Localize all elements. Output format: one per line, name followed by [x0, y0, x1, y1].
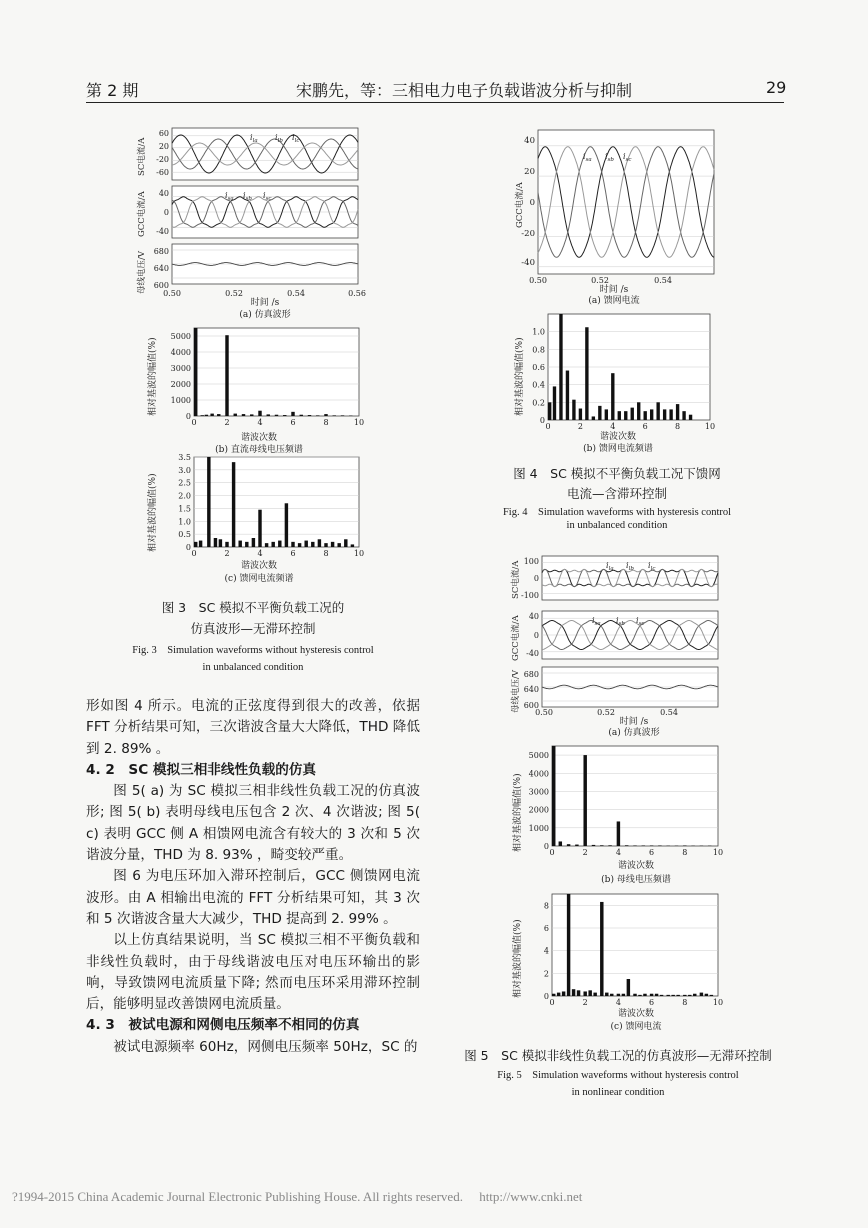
- bar: [258, 411, 261, 416]
- fig4a-waveforms: [508, 124, 728, 308]
- bar: [304, 541, 307, 547]
- bar: [682, 411, 685, 420]
- fig4b-caption: (b) 馈网电流频谱: [583, 444, 653, 454]
- bar: [583, 755, 586, 846]
- bar: [557, 993, 560, 996]
- bar: [199, 541, 202, 547]
- bar: [663, 409, 666, 420]
- bar: [676, 995, 679, 996]
- xtick-label: 4: [257, 549, 263, 558]
- bar: [637, 402, 640, 420]
- fig3a-xtick: 0.54: [287, 289, 305, 298]
- bar: [201, 415, 204, 416]
- fig3a-p3-tick: 680: [153, 247, 169, 256]
- bar: [258, 510, 261, 547]
- fig3a-label-ilc: $i_{lc}$: [292, 133, 300, 144]
- bar: [566, 371, 569, 420]
- fig3-caption-en-1: Fig. 3 Simulation waveforms without hysteresis control: [132, 645, 374, 656]
- fig4a-xlabel: 时间 /s: [599, 285, 629, 295]
- bar: [267, 414, 270, 416]
- xtick-label: 6: [649, 998, 655, 1007]
- fig5a-p1-tick: 0: [533, 574, 539, 583]
- ytick-label: 8: [543, 901, 549, 911]
- fig3a-p2-ylabel: GCC电流/A: [137, 191, 147, 237]
- xtick-label: 4: [615, 848, 621, 857]
- header-rule: [86, 102, 784, 103]
- fig3c-chart: [140, 452, 370, 586]
- issue-number: 第 2 期: [86, 81, 139, 100]
- ytick-label: 0.4: [532, 380, 545, 390]
- fig3a-p3-tick: 640: [153, 264, 169, 273]
- ytick-label: 1.0: [532, 327, 545, 337]
- bar: [562, 991, 565, 996]
- ytick-label: 3000: [170, 364, 191, 373]
- fig3a-p1-tick: 60: [158, 129, 169, 138]
- bar: [308, 415, 311, 416]
- fig5a-p2-tick: 0: [533, 631, 539, 640]
- bar: [683, 995, 686, 996]
- bar: [552, 746, 555, 846]
- fig3c-caption: (c) 馈网电流频谱: [224, 574, 294, 584]
- fig5b-xlabel: 谐波次数: [617, 861, 655, 871]
- bar: [600, 845, 603, 846]
- ytick-label: 4000: [170, 348, 191, 357]
- bar: [588, 990, 591, 996]
- bar: [622, 994, 625, 996]
- fig4a-label-isa: $i_{sa}$: [583, 152, 592, 163]
- bar: [671, 995, 674, 996]
- fig5a-label-ilc: $i_{lc}$: [648, 561, 656, 572]
- xtick-label: 2: [224, 418, 230, 427]
- fig3-caption-en-2: in unbalanced condition: [202, 662, 304, 673]
- fig3a-p2-tick: 0: [163, 208, 169, 217]
- bar: [285, 503, 288, 547]
- xtick-label: 2: [224, 549, 230, 558]
- fig5a-label-isc: $i_{sc}$: [636, 616, 645, 627]
- bar: [311, 542, 314, 547]
- xtick-label: 8: [675, 422, 681, 431]
- ytick-label: 3.5: [178, 453, 191, 462]
- fig3a-xtick: 0.52: [225, 289, 243, 298]
- fig5b-chart: [506, 740, 728, 888]
- fig3a-xtick: 0.56: [348, 289, 366, 298]
- ytick-label: 0.8: [532, 345, 545, 355]
- bar: [575, 845, 578, 846]
- fig5a-p2-ylabel: GCC电流/A: [511, 615, 521, 661]
- bar: [559, 841, 562, 846]
- fig5b-ylabel: 相对基波的幅值(%): [513, 773, 523, 852]
- fig5b-caption: (b) 母线电压频谱: [601, 875, 671, 885]
- xtick-label: 6: [642, 422, 648, 431]
- fig4b-chart: [508, 308, 718, 458]
- bar: [700, 993, 703, 996]
- bar: [688, 995, 691, 996]
- copyright-footer: ?1994-2015 China Academic Journal Electronic Publishing House. All rights reserved. http://www.cnki.net: [12, 1189, 583, 1204]
- page-number: 29: [766, 78, 787, 97]
- bar: [278, 541, 281, 547]
- bar: [548, 402, 551, 420]
- fig5c-bars: [544, 894, 723, 1007]
- fig4b-xlabel: 谐波次数: [599, 432, 637, 442]
- ytick-label: 0: [543, 992, 549, 1001]
- fig5c-caption: (c) 馈网电流: [610, 1022, 662, 1032]
- bar: [344, 539, 347, 547]
- bar: [210, 414, 213, 416]
- xtick-label: 6: [290, 549, 296, 558]
- fig5c-xlabel: 谐波次数: [617, 1009, 655, 1019]
- bar: [579, 409, 582, 420]
- ytick-label: 1000: [528, 823, 549, 833]
- bar: [650, 409, 653, 420]
- bar: [324, 414, 327, 416]
- ytick-label: 0: [185, 543, 191, 552]
- bar: [205, 415, 208, 416]
- bar: [605, 409, 608, 420]
- fig3b-bars: [171, 328, 364, 427]
- fig5a-p1-tick: 100: [523, 557, 539, 566]
- bar: [242, 414, 245, 416]
- fig5-caption-en-2: in nonlinear condition: [571, 1087, 665, 1098]
- ytick-label: 5000: [170, 332, 191, 341]
- bar: [689, 415, 692, 420]
- bar: [245, 542, 248, 547]
- bar: [593, 993, 596, 996]
- xtick-label: 10: [704, 422, 716, 431]
- paragraph: 以上仿真结果说明，当 SC 模拟三相不平衡负载和非线性负载时，由于母线谐波电压对电压环输出的影响，导致馈网电流质量下降; 然而电压环采用滞环控制后，能够明显改善馈网电流质量。: [86, 932, 420, 1013]
- fig3a-p2-tick: 40: [158, 189, 169, 198]
- bar: [341, 415, 344, 416]
- fig5a-p3-tick: 600: [523, 701, 539, 710]
- paragraph: 形如图 4 所示。电流的正弦度得到很大的改善，依据 FFT 分析结果可知，三次谐波含量大大降低，THD 降低到 2. 89% 。: [86, 698, 420, 757]
- xtick-label: 8: [323, 549, 329, 558]
- bar: [642, 845, 645, 846]
- bar: [283, 415, 286, 416]
- bar: [234, 414, 237, 416]
- bar: [592, 845, 595, 846]
- bar: [658, 845, 661, 846]
- bar: [633, 994, 636, 996]
- bar: [655, 994, 658, 996]
- bar: [207, 457, 210, 547]
- xtick-label: 0: [549, 998, 555, 1007]
- bar: [656, 402, 659, 420]
- fig5c-ylabel: 相对基波的幅值(%): [513, 919, 523, 998]
- ytick-label: 2: [543, 969, 549, 979]
- fig4a-ytick: 0: [529, 198, 535, 208]
- fig3b-caption: (b) 直流母线电压频谱: [215, 445, 303, 455]
- bar: [316, 415, 319, 416]
- xtick-label: 10: [712, 848, 724, 857]
- fig4a-xtick: 0.52: [591, 276, 609, 285]
- fig5a-xtick: 0.52: [597, 708, 615, 717]
- fig5a-xlabel: 时间 /s: [619, 717, 649, 727]
- bar: [627, 979, 630, 996]
- bar: [333, 415, 336, 416]
- fig3c-bars: [178, 453, 364, 558]
- bar: [225, 335, 228, 416]
- bar: [265, 543, 268, 547]
- xtick-label: 2: [582, 848, 588, 857]
- fig3b-chart: [140, 322, 370, 457]
- xtick-label: 0: [191, 549, 197, 558]
- fig3a-label-isa: $i_{sa}$: [225, 191, 234, 202]
- fig3a-waveforms: [130, 124, 370, 324]
- paragraph: 被试电源频率 60Hz，网侧电压频率 50Hz，SC 的: [113, 1038, 418, 1055]
- fig5-caption-en-1: Fig. 5 Simulation waveforms without hysteresis control: [497, 1070, 739, 1081]
- fig3a-p1-ylabel: SC电流/A: [137, 137, 147, 176]
- ytick-label: 1.0: [178, 517, 191, 527]
- bar: [225, 542, 228, 547]
- bar: [592, 416, 595, 420]
- bar: [318, 539, 321, 547]
- ytick-label: 2000: [170, 380, 191, 389]
- ytick-label: 3000: [528, 787, 549, 797]
- xtick-label: 10: [353, 549, 365, 558]
- bar: [617, 994, 620, 996]
- bar: [219, 539, 222, 547]
- bar: [683, 845, 686, 846]
- bar: [650, 994, 653, 996]
- bar: [585, 327, 588, 420]
- bar: [217, 414, 220, 416]
- xtick-label: 4: [610, 422, 616, 431]
- ytick-label: 0.6: [532, 363, 545, 372]
- ytick-label: 6: [543, 924, 549, 933]
- bar: [232, 462, 235, 547]
- ytick-label: 0.5: [178, 530, 191, 540]
- bar: [552, 994, 555, 996]
- ytick-label: 4: [543, 946, 549, 956]
- fig3a-p3-tick: 600: [153, 281, 169, 290]
- bar: [650, 845, 653, 846]
- ytick-label: 0: [543, 842, 549, 851]
- fig5c-chart: [506, 888, 728, 1036]
- bar: [553, 386, 556, 420]
- xtick-label: 0: [549, 848, 555, 857]
- xtick-label: 0: [191, 418, 197, 427]
- xtick-label: 6: [649, 848, 655, 857]
- bar: [666, 995, 669, 996]
- fig3a-p2-tick: -40: [156, 227, 169, 236]
- fig3a-p1-tick: -20: [156, 155, 169, 164]
- paragraph: 图 5( a) 为 SC 模拟三相非线性负载工况的仿真波形; 图 5( b) 表明母线电压包含 2 次、4 次谐波; 图 5( c) 表明 GCC 侧 A 相馈网电流含有较大的 3 次和 5 次谐波分量，THD 为 8. 93% ，畸变较严重。: [86, 783, 420, 864]
- xtick-label: 2: [577, 422, 583, 431]
- bar: [676, 404, 679, 420]
- fig3a-p1-tick: -60: [156, 168, 169, 177]
- fig5a-p3-tick: 640: [523, 685, 539, 694]
- bar: [583, 991, 586, 996]
- bar: [351, 544, 354, 547]
- fig5a-p3-tick: 680: [523, 670, 539, 679]
- ytick-label: 2.0: [178, 491, 191, 501]
- bar: [617, 821, 620, 846]
- fig5a-waveforms: [506, 553, 728, 739]
- fig5a-p3-ylabel: 母线电压/V: [511, 669, 521, 713]
- bar: [669, 409, 672, 420]
- fig5a-p1-ylabel: SC电流/A: [511, 560, 521, 599]
- bar: [633, 845, 636, 846]
- bar: [693, 994, 696, 996]
- fig5a-label-isb: $i_{sb}$: [616, 616, 625, 627]
- fig3a-label-ilb: $i_{lb}$: [275, 133, 283, 144]
- fig3a-caption: (a) 仿真波形: [239, 310, 291, 320]
- fig5a-p2-tick: 40: [528, 612, 539, 621]
- fig5a-p2-tick: -40: [526, 649, 539, 658]
- fig3a-xlabel: 时间 /s: [250, 298, 280, 308]
- ytick-label: 0: [185, 412, 191, 421]
- ytick-label: 5000: [528, 751, 549, 761]
- fig4a-ytick: -20: [521, 229, 535, 239]
- fig4a-xtick: 0.54: [654, 276, 672, 285]
- bar: [624, 411, 627, 420]
- xtick-label: 4: [615, 998, 621, 1007]
- bar: [625, 845, 628, 846]
- bar: [572, 989, 575, 996]
- fig4a-label-isc: $i_{sc}$: [623, 152, 632, 163]
- ytick-label: 1000: [170, 396, 191, 405]
- bar: [610, 994, 613, 996]
- bar: [605, 993, 608, 996]
- fig4-caption-cn-2: 电流—含滞环控制: [566, 486, 667, 501]
- bar: [611, 373, 614, 420]
- section-heading-4-2: 4. 2 SC 模拟三相非线性负载的仿真: [86, 761, 317, 778]
- fig3c-xlabel: 谐波次数: [240, 561, 278, 571]
- bar: [710, 995, 713, 996]
- fig4b-ylabel: 相对基波的幅值(%): [515, 337, 525, 416]
- bar: [252, 538, 255, 547]
- fig3-caption-cn-2: 仿真波形—无滞环控制: [190, 621, 316, 636]
- fig5a-label-isa: $i_{sa}$: [592, 616, 601, 627]
- fig4a-caption: (a) 馈网电流: [588, 296, 640, 306]
- bar: [631, 408, 634, 420]
- fig4a-xtick: 0.50: [529, 276, 547, 285]
- fig3a-label-ila: $i_{la}$: [250, 133, 258, 144]
- body-text: [86, 696, 420, 1058]
- paragraph: 图 6 为电压环加入滞环控制后，GCC 侧馈网电流波形。由 A 相输出电流的 FFT 分析结果可知，其 3 次和 5 次谐波含量大大减少，THD 提高到 2. 99% 。: [86, 868, 420, 927]
- fig3a-label-isc: $i_{sc}$: [263, 191, 272, 202]
- xtick-label: 2: [582, 998, 588, 1007]
- fig3-caption-cn-1: 图 3 SC 模拟不平衡负载工况的: [161, 600, 345, 615]
- bar: [194, 542, 197, 547]
- fig3b-ylabel: 相对基波的幅值(%): [148, 337, 158, 416]
- fig4-caption-cn-1: 图 4 SC 模拟不平衡负载工况下馈网: [513, 466, 721, 481]
- section-heading-4-3: 4. 3 被试电源和网侧电压频率不相同的仿真: [86, 1017, 360, 1034]
- bar: [600, 902, 603, 996]
- ytick-label: 4000: [528, 769, 549, 779]
- bar: [298, 543, 301, 547]
- fig5a-xtick: 0.54: [660, 708, 678, 717]
- fig5a-p1-tick: -100: [521, 591, 539, 600]
- fig4a-ytick: 20: [524, 167, 535, 177]
- bar: [194, 328, 197, 416]
- bar: [331, 542, 334, 547]
- fig3a-xtick: 0.50: [163, 289, 181, 298]
- bar: [705, 994, 708, 996]
- bar: [238, 541, 241, 547]
- xtick-label: 6: [290, 418, 296, 427]
- ytick-label: 0.2: [532, 398, 545, 408]
- bar: [643, 994, 646, 996]
- bar: [291, 412, 294, 416]
- bar: [291, 542, 294, 547]
- fig4b-bars: [532, 314, 715, 431]
- xtick-label: 8: [682, 848, 688, 857]
- fig3a-label-isb: $i_{sb}$: [243, 191, 252, 202]
- xtick-label: 10: [353, 418, 365, 427]
- fig5a-caption: (a) 仿真波形: [608, 728, 660, 738]
- bar: [271, 542, 274, 547]
- xtick-label: 8: [682, 998, 688, 1007]
- fig4-caption-en-2: in unbalanced condition: [566, 520, 668, 531]
- ytick-label: 0: [539, 416, 545, 425]
- ytick-label: 3.0: [178, 465, 191, 475]
- bar: [608, 845, 611, 846]
- ytick-label: 2000: [528, 805, 549, 815]
- fig5a-label-ilb: $i_{lb}$: [626, 561, 634, 572]
- bar: [300, 415, 303, 416]
- fig4a-label-isb: $i_{sb}$: [605, 152, 614, 163]
- ytick-label: 2.5: [178, 478, 191, 488]
- bar: [275, 415, 278, 416]
- fig3a-p1-tick: 20: [158, 142, 169, 151]
- fig3a-p3-ylabel: 母线电压/V: [137, 250, 147, 294]
- bar: [644, 411, 647, 420]
- fig3b-xlabel: 谐波次数: [240, 433, 278, 443]
- bar: [214, 538, 217, 547]
- fig5a-xtick: 0.50: [535, 708, 553, 717]
- bar: [567, 894, 570, 996]
- bar: [618, 411, 621, 420]
- fig5-caption-cn: 图 5 SC 模拟非线性负载工况的仿真波形—无滞环控制: [464, 1048, 772, 1063]
- bar: [598, 406, 601, 420]
- fig4a-ytick: 40: [524, 136, 535, 146]
- fig5a-label-ila: $i_{la}$: [606, 561, 614, 572]
- fig3c-ylabel: 相对基波的幅值(%): [148, 473, 158, 552]
- bar: [577, 990, 580, 996]
- bar: [572, 400, 575, 420]
- bar: [660, 995, 663, 996]
- fig4a-ytick: -40: [521, 258, 535, 268]
- fig4a-ylabel: GCC电流/A: [515, 182, 525, 228]
- bar: [567, 844, 570, 846]
- xtick-label: 10: [712, 998, 724, 1007]
- xtick-label: 8: [323, 418, 329, 427]
- fig4-caption-en-1: Fig. 4 Simulation waveforms with hysteresis control: [502, 507, 732, 518]
- bar: [638, 995, 641, 996]
- running-title: 宋鹏先，等：三相电力电子负载谐波分析与抑制: [296, 81, 633, 100]
- ytick-label: 1.5: [178, 504, 191, 514]
- xtick-label: 0: [545, 422, 551, 431]
- bar: [337, 543, 340, 547]
- bar: [324, 543, 327, 547]
- bar: [559, 314, 562, 420]
- bar: [250, 414, 253, 416]
- xtick-label: 4: [257, 418, 263, 427]
- fig5b-bars: [529, 746, 723, 857]
